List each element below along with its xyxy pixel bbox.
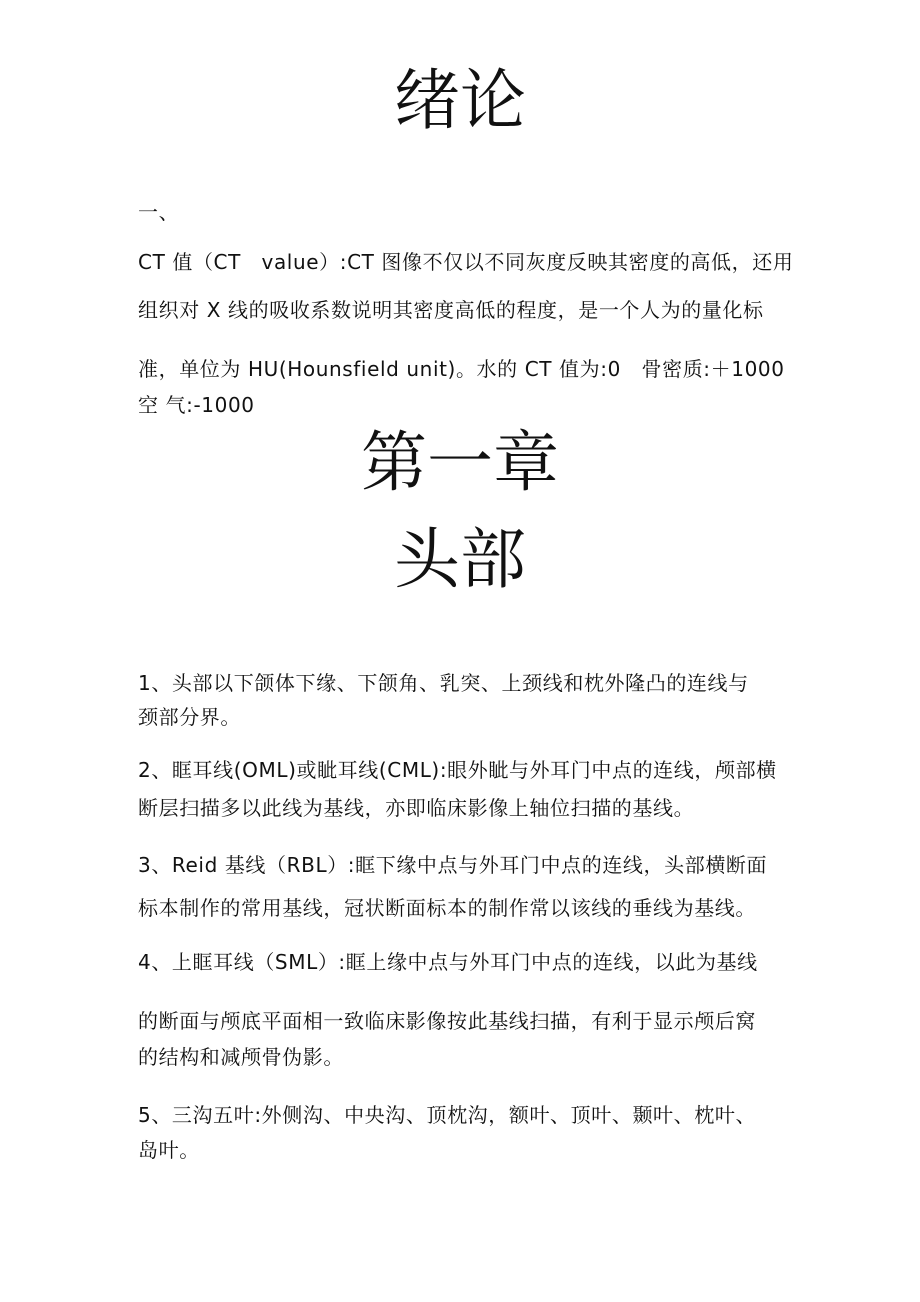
intro-line: CT 值（CT value）:CT 图像不仅以不同灰度反映其密度的高低，还用 xyxy=(138,250,794,274)
intro-line: 空 气:-1000 xyxy=(138,393,255,417)
item-line: 3、Reid 基线（RBL）:眶下缘中点与外耳门中点的连线，头部横断面 xyxy=(138,853,768,877)
item-line: 的断面与颅底平面相一致临床影像按此基线扫描，有利于显示颅后窝 xyxy=(138,1009,756,1033)
item-line: 5、三沟五叶:外侧沟、中央沟、顶枕沟，额叶、顶叶、颞叶、枕叶、 xyxy=(138,1103,757,1127)
item-line: 1、头部以下颌体下缘、下颌角、乳突、上颈线和枕外隆凸的连线与 xyxy=(138,671,749,695)
item-line: 断层扫描多以此线为基线，亦即临床影像上轴位扫描的基线。 xyxy=(138,796,695,820)
document-title: 绪论 xyxy=(394,62,526,139)
item-line: 颈部分界。 xyxy=(138,705,241,729)
intro-marker: 一、 xyxy=(138,200,180,224)
section-heading: 头部 xyxy=(394,521,526,598)
item-line: 标本制作的常用基线，冠状断面标本的制作常以该线的垂线为基线。 xyxy=(138,896,756,920)
chapter-heading: 第一章 xyxy=(361,424,559,501)
item-line: 2、眶耳线(OML)或眦耳线(CML):眼外眦与外耳门中点的连线，颅部横 xyxy=(138,758,777,782)
intro-line: 组织对 X 线的吸收系数说明其密度高低的程度，是一个人为的量化标 xyxy=(138,298,764,322)
item-line: 的结构和减颅骨伪影。 xyxy=(138,1045,344,1069)
intro-line: 准，单位为 HU(Hounsfield unit)。水的 CT 值为:0 骨密质:＋1000 xyxy=(138,357,785,381)
item-line: 岛叶。 xyxy=(138,1138,200,1162)
item-line: 4、上眶耳线（SML）:眶上缘中点与外耳门中点的连线，以此为基线 xyxy=(138,950,758,974)
